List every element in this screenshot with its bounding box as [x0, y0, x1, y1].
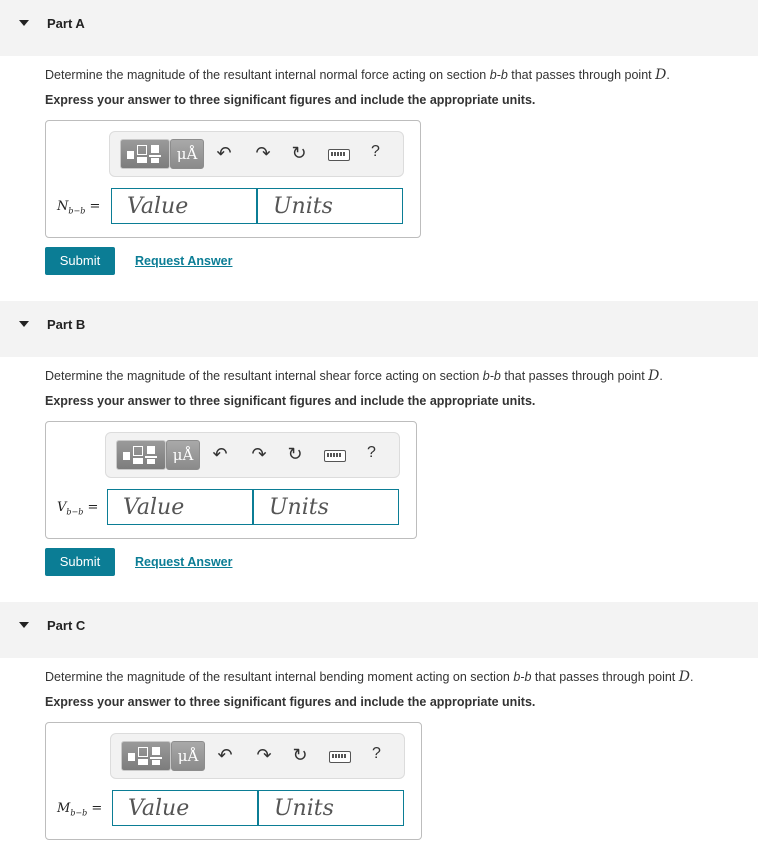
part-a-answer-box — [45, 120, 421, 238]
value-input[interactable] — [111, 188, 257, 224]
equation-toolbar — [105, 432, 400, 478]
equation-toolbar — [109, 131, 404, 177]
reset-icon[interactable]: ↻ — [292, 745, 308, 765]
part-b-title: Part B — [47, 317, 86, 332]
part-c-instruction: Express your answer to three significant figures and include the appropriate units. — [45, 695, 536, 709]
templates-button[interactable] — [121, 741, 171, 771]
redo-icon[interactable]: ↷ — [251, 444, 267, 464]
part-b-header[interactable] — [0, 301, 758, 357]
part-c-title: Part C — [47, 618, 86, 633]
collapse-caret-icon[interactable] — [19, 622, 29, 628]
part-b-question: Determine the magnitude of the resultant internal shear force acting on section b-b that passes through point D. — [45, 368, 663, 384]
request-answer-link[interactable]: Request Answer — [135, 555, 233, 569]
part-a-variable-label: $N_{b-b}$ = — [57, 199, 101, 216]
units-input[interactable] — [257, 188, 403, 224]
part-c-header[interactable] — [0, 602, 758, 658]
value-input[interactable] — [112, 790, 258, 826]
redo-icon[interactable]: ↷ — [256, 745, 272, 765]
collapse-caret-icon[interactable] — [19, 321, 29, 327]
part-a-question: Determine the magnitude of the resultant internal normal force acting on section b-b that passes through point D. — [45, 67, 670, 83]
templates-button[interactable] — [120, 139, 170, 169]
part-a-instruction: Express your answer to three significant figures and include the appropriate units. — [45, 93, 536, 107]
matrix-icon — [123, 446, 159, 464]
help-button[interactable]: ? — [371, 143, 380, 160]
matrix-icon — [128, 747, 164, 765]
undo-icon[interactable]: ↶ — [216, 143, 232, 163]
part-c-variable-label: $M_{b-b}$ = — [57, 801, 103, 818]
part-c-question: Determine the magnitude of the resultant internal bending moment acting on section b-b that passes through point D. — [45, 669, 694, 685]
units-input[interactable] — [258, 790, 404, 826]
part-c-answer-box — [45, 722, 422, 840]
equation-toolbar — [110, 733, 405, 779]
help-button[interactable]: ? — [367, 444, 376, 461]
help-button[interactable]: ? — [372, 745, 381, 762]
redo-icon[interactable]: ↷ — [255, 143, 271, 163]
units-input[interactable] — [253, 489, 399, 525]
part-b-answer-box — [45, 421, 417, 539]
collapse-caret-icon[interactable] — [19, 20, 29, 26]
symbols-button[interactable]: μÅ — [170, 139, 204, 169]
submit-button[interactable]: Submit — [45, 247, 115, 275]
part-b-variable-label: $V_{b-b}$ = — [57, 500, 99, 517]
reset-icon[interactable]: ↻ — [291, 143, 307, 163]
part-a-title: Part A — [47, 16, 85, 31]
keyboard-icon[interactable] — [324, 450, 346, 462]
symbols-button[interactable]: μÅ — [171, 741, 205, 771]
keyboard-icon[interactable] — [328, 149, 350, 161]
matrix-icon — [127, 145, 163, 163]
part-a-header[interactable] — [0, 0, 758, 56]
undo-icon[interactable]: ↶ — [212, 444, 228, 464]
symbols-button[interactable]: μÅ — [166, 440, 200, 470]
part-b-instruction: Express your answer to three significant figures and include the appropriate units. — [45, 394, 536, 408]
undo-icon[interactable]: ↶ — [217, 745, 233, 765]
value-input[interactable] — [107, 489, 253, 525]
keyboard-icon[interactable] — [329, 751, 351, 763]
reset-icon[interactable]: ↻ — [287, 444, 303, 464]
submit-button[interactable]: Submit — [45, 548, 115, 576]
request-answer-link[interactable]: Request Answer — [135, 254, 233, 268]
templates-button[interactable] — [116, 440, 166, 470]
